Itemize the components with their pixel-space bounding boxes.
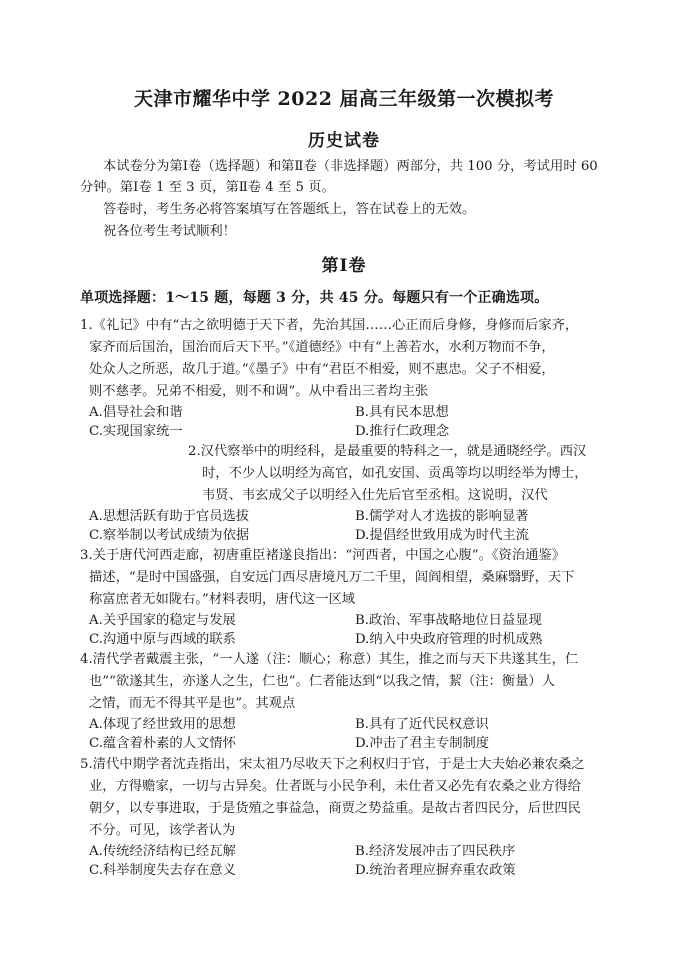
option-c[interactable]: C.科举制度失去存在意义	[89, 863, 236, 878]
option-a[interactable]: A.关乎国家的稳定与发展	[89, 613, 236, 628]
option-d[interactable]: D.提倡经世致用成为时代主流	[355, 528, 529, 543]
instruction-line: 本试卷分为第Ⅰ卷（选择题）和第Ⅱ卷（非选择题）两部分，共 100 分，考试用时 60	[103, 159, 598, 174]
question-text-line: 3.关于唐代河西走廊，初唐重臣褚遂良指出：“河西者，中国之心腹”。《资治通鉴》	[80, 548, 566, 563]
option-c[interactable]: C.察举制以考试成绩为依据	[89, 528, 250, 543]
question-text-line: 4.清代学者戴震主张，“一人遂（注：顺心；称意）其生，推之而与天下共遂其生，仁	[80, 652, 579, 667]
option-b[interactable]: B.政治、军事战略地位日益显现	[355, 613, 542, 628]
option-a[interactable]: A.思想活跃有助于官员选拔	[89, 509, 250, 524]
question-text-line: 朝夕，以专事进取，于是货殖之事益急，商贾之势益重。是故古者四民分，后世四民	[89, 801, 581, 816]
option-d[interactable]: D.推行仁政理念	[355, 424, 450, 439]
option-c[interactable]: C.实现国家统一	[89, 424, 183, 439]
option-a[interactable]: A.体现了经世致用的思想	[89, 717, 236, 732]
section-heading: 单项选择题：1～15 题，每题 3 分，共 45 分。每题只有一个正确选项。	[80, 290, 549, 306]
option-d[interactable]: D.纳入中央政府管理的时机成熟	[355, 632, 543, 647]
instruction-line: 答卷时，考生务必将答案填写在答题纸上，答在试卷上的无效。	[103, 202, 476, 217]
option-d[interactable]: D.冲击了君主专制制度	[355, 736, 490, 751]
option-b[interactable]: B.经济发展冲击了四民秩序	[355, 844, 516, 859]
instruction-line: 祝各位考生考试顺利！	[103, 224, 236, 239]
question-text-line: 2.汉代察举中的明经科，是最重要的特科之一，就是通晓经学。西汉	[188, 444, 587, 459]
exam-title: 天津市耀华中学 2022 届高三年级第一次模拟考	[133, 88, 555, 110]
option-c[interactable]: C.沟通中原与西域的联系	[89, 632, 236, 647]
question-text-line: 家齐而后国治，国治而后天下平。”《道德经》中有“上善若水，水利万物而不争，	[89, 340, 555, 355]
question-text-line: 处众人之所恶，故几于道。”《墨子》中有“君臣不相爱，则不惠忠。父子不相爱，	[89, 362, 555, 377]
question-text-line: 1.《礼记》中有“古之欲明德于天下者，先治其国……心正而后身修，身修而后家齐，	[80, 318, 579, 333]
instruction-line: 分钟。第Ⅰ卷 1 至 3 页，第Ⅱ卷 4 至 5 页。	[80, 180, 335, 195]
question-text-line: 5.清代中期学者沈垚指出，宋太祖乃尽收天下之利权归于官，于是士大夫始必兼农桑之	[80, 757, 585, 772]
question-text-line: 则不慈孝。兄弟不相爱，则不和调”。从中看出三者均主张	[89, 384, 429, 399]
option-a[interactable]: A.倡导社会和谐	[89, 405, 183, 420]
volume-title: 第Ⅰ卷	[321, 256, 367, 276]
question-text-line: 也”“欲遂其生，亦遂人之生，仁也”。仁者能达到“以我之情，絜（注：衡量）人	[89, 674, 555, 689]
question-text-line: 韦贤、韦玄成父子以明经入仕先后官至丞相。这说明，汉代	[202, 488, 548, 503]
question-text-line: 业，方得赡家，一切与古异矣。仕者既与小民争利，未仕者又必先有农桑之业方得给	[89, 779, 581, 794]
option-c[interactable]: C.蕴含着朴素的人文情怀	[89, 736, 236, 751]
question-text-line: 称富庶者无如陇右。”材料表明，唐代这一区域	[89, 592, 356, 607]
question-text-line: 描述，“是时中国盛强，自安远门西尽唐境凡万二千里，闾阎相望，桑麻翳野，天下	[89, 570, 575, 585]
option-d[interactable]: D.统治者理应摒弃重农政策	[355, 863, 516, 878]
question-text-line: 之情，而无不得其平是也”。其观点	[89, 696, 296, 711]
subject-title: 历史试卷	[308, 131, 380, 151]
option-b[interactable]: B.儒学对人才选拔的影响显著	[355, 509, 529, 524]
option-b[interactable]: B.具有了近代民权意识	[355, 717, 489, 732]
question-text-line: 时，不少人以明经为高官，如孔安国、贡禹等均以明经举为博士，	[202, 466, 588, 481]
question-text-line: 不分。可见，该学者认为	[89, 823, 236, 838]
option-b[interactable]: B.具有民本思想	[355, 405, 449, 420]
option-a[interactable]: A.传统经济结构已经瓦解	[89, 844, 236, 859]
